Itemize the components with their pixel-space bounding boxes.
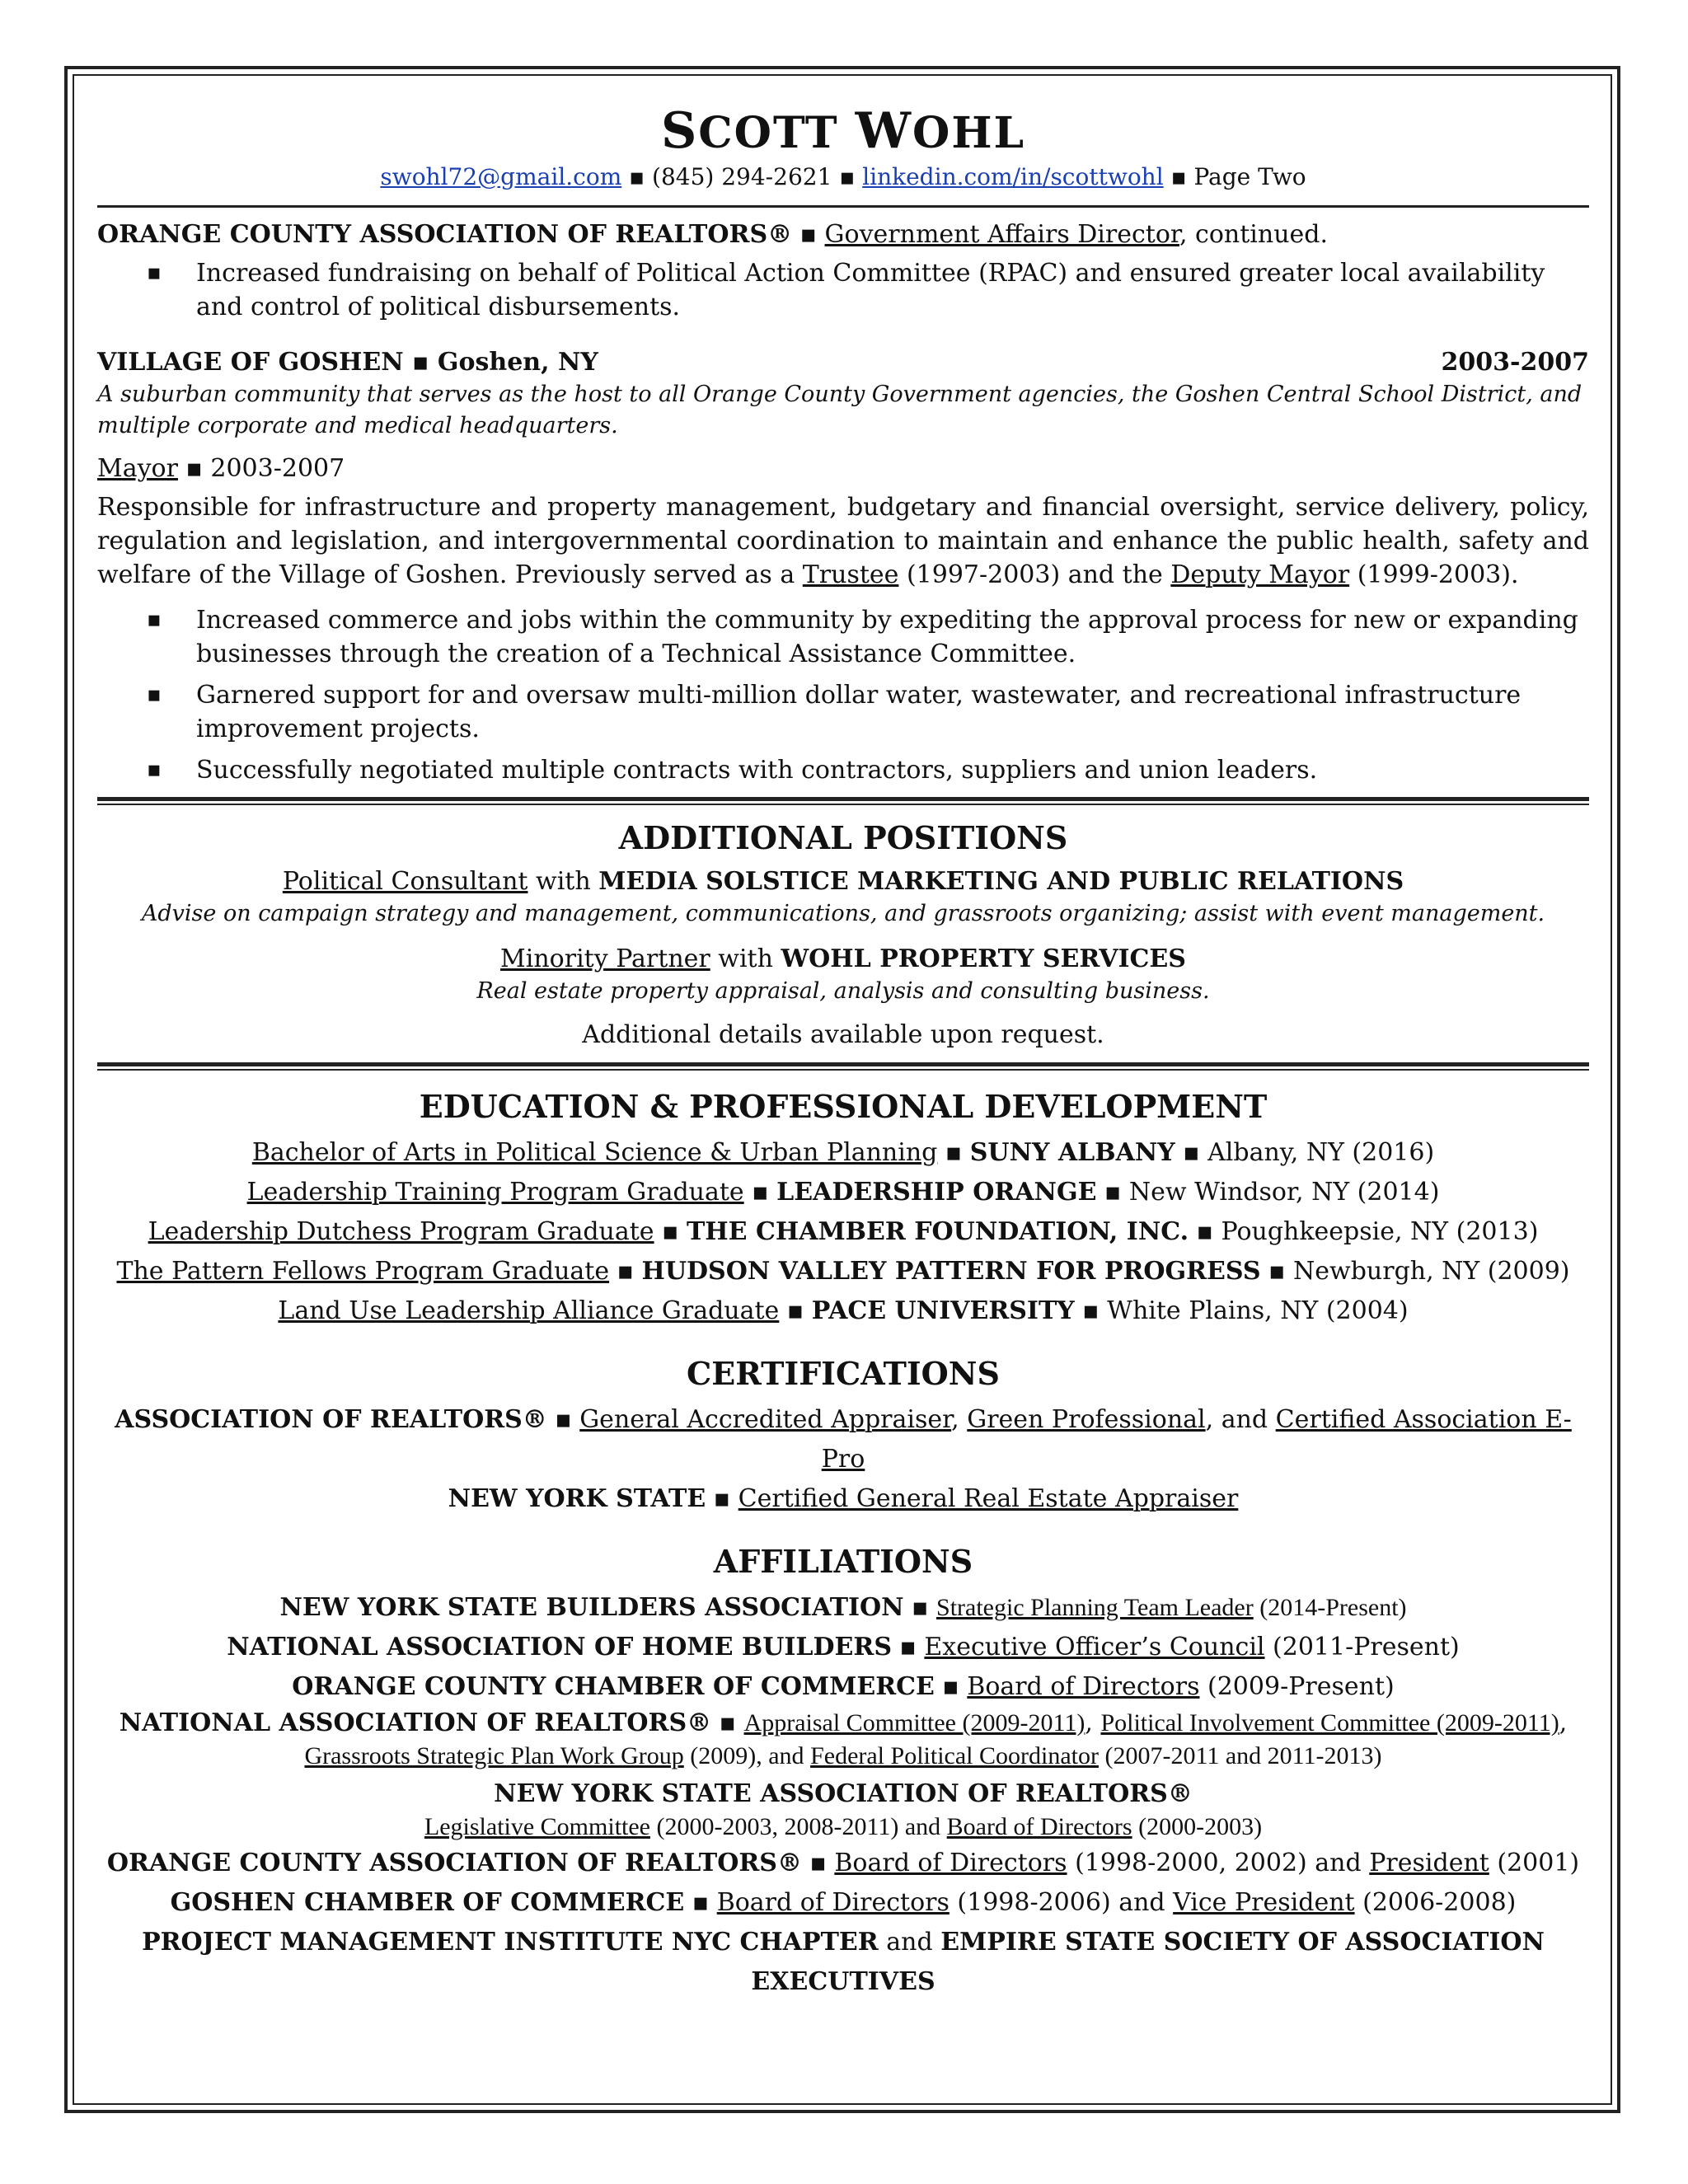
list-item: ▪ Increased commerce and jobs within the community by expediting the approval process for new or expanding businesses through the creation of a Technical Assistance Committee.	[97, 603, 1589, 671]
affiliation-item: NEW YORK STATE ASSOCIATION OF REALTORS® Legislative Committee (2000-2003, 2008-2011) and Board of Directors (2000-2003)	[424, 1779, 1263, 1840]
affiliation-item: NATIONAL ASSOCIATION OF REALTORS® ▪ Appraisal Committee (2009-2011), Political Involvement Committee (2009-2011), Grassroots Strategic Plan Work Group (2009), and Federal Political Coordinator (2007-2011 and 2011-2013)	[119, 1708, 1568, 1769]
ocar-bullets	[97, 256, 1589, 324]
additional-positions-title: ADDITIONAL POSITIONS	[618, 819, 1068, 856]
ocar-heading: ORANGE COUNTY ASSOCIATION OF REALTORS® ▪ Government Affairs Director, continued.	[97, 220, 1329, 249]
additional-position-2: Minority Partner with WOHL PROPERTY SERVICES	[500, 944, 1186, 973]
education-list	[97, 1133, 1589, 1331]
certifications-title: CERTIFICATIONS	[687, 1355, 1000, 1392]
education-item: Leadership Dutchess Program Graduate ▪ THE CHAMBER FOUNDATION, INC. ▪ Poughkeepsie, NY (2013)	[148, 1217, 1539, 1246]
certification-line: ASSOCIATION OF REALTORS® ▪ General Accredited Appraiser, Green Professional, and Certified Association E-Pro	[115, 1405, 1572, 1474]
education-item: Bachelor of Arts in Political Science & Urban Planning ▪ SUNY ALBANY ▪ Albany, NY (2016)	[251, 1138, 1435, 1167]
goshen-role: Mayor ▪ 2003-2007	[97, 454, 345, 483]
additional-note: Additional details available upon request.	[582, 1020, 1104, 1049]
separator: ▪	[1170, 163, 1187, 190]
education-item: Land Use Leadership Alliance Graduate ▪ PACE UNIVERSITY ▪ White Plains, NY (2004)	[278, 1296, 1409, 1325]
affiliation-item: ORANGE COUNTY ASSOCIATION OF REALTORS® ▪ Board of Directors (1998-2000, 2002) and President (2001)	[106, 1849, 1580, 1877]
phone: (845) 294-2621	[652, 163, 832, 190]
list-item: ▪ Successfully negotiated multiple contracts with contractors, suppliers and union leaders.	[97, 753, 1589, 787]
affiliation-item: NATIONAL ASSOCIATION OF HOME BUILDERS ▪ Executive Officer’s Council (2011-Present)	[227, 1633, 1460, 1661]
candidate-name: SCOTT WOHL	[660, 102, 1026, 160]
contact-line	[97, 161, 1589, 194]
additional-position-2-desc: Real estate property appraisal, analysis and consulting business.	[476, 978, 1210, 1004]
linkedin-link[interactable]: linkedin.com/in/scottwohl	[862, 163, 1164, 190]
affiliation-item: GOSHEN CHAMBER OF COMMERCE ▪ Board of Directors (1998-2006) and Vice President (2006-2008)	[170, 1888, 1517, 1917]
separator: ▪	[839, 163, 856, 190]
header-rule	[97, 205, 1589, 208]
goshen-description: A suburban community that serves as the host to all Orange County Government agencies, the Goshen Central School District, and multiple corporate and medical headquarters.	[97, 382, 1582, 438]
goshen-heading: VILLAGE OF GOSHEN ▪ Goshen, NY 2003-2007	[97, 345, 1589, 379]
list-item: ▪ Garnered support for and oversaw multi-million dollar water, wastewater, and recreational infrastructure improvement projects.	[97, 678, 1589, 746]
education-title: EDUCATION & PROFESSIONAL DEVELOPMENT	[419, 1088, 1268, 1125]
list-item: ▪ Increased fundraising on behalf of Political Action Committee (RPAC) and ensured greater local availability and control of political disbursements.	[97, 256, 1589, 324]
affiliation-item: ORANGE COUNTY CHAMBER OF COMMERCE ▪ Board of Directors (2009-Present)	[292, 1672, 1395, 1701]
goshen-summary: Responsible for infrastructure and property management, budgetary and financial oversight, service delivery, policy, regulation and legislation, and intergovernmental coordination to maintain and enhance the public health, safety and welfare of the Village of Goshen. Previously served as a Trustee (1997-2003) and the Deputy Mayor (1999-2003).	[97, 493, 1589, 589]
section-rule	[97, 1062, 1589, 1071]
education-item: The Pattern Fellows Program Graduate ▪ HUDSON VALLEY PATTERN FOR PROGRESS ▪ Newburgh, NY (2009)	[116, 1257, 1570, 1286]
education-item: Leadership Training Program Graduate ▪ LEADERSHIP ORANGE ▪ New Windsor, NY (2014)	[246, 1178, 1440, 1207]
email-link[interactable]: swohl72@gmail.com	[380, 163, 622, 190]
certification-line: NEW YORK STATE ▪ Certified General Real Estate Appraiser	[448, 1484, 1239, 1513]
affiliations-title: AFFILIATIONS	[713, 1543, 973, 1580]
goshen-dates: 2003-2007	[1441, 348, 1589, 377]
additional-position-1: Political Consultant with MEDIA SOLSTICE MARKETING AND PUBLIC RELATIONS	[282, 867, 1404, 896]
affiliation-item: NEW YORK STATE BUILDERS ASSOCIATION ▪ Strategic Planning Team Leader (2014-Present)	[279, 1593, 1407, 1622]
resume-page	[97, 97, 1589, 2002]
section-rule	[97, 797, 1589, 805]
separator: ▪	[629, 163, 645, 190]
affiliation-item: PROJECT MANAGEMENT INSTITUTE NYC CHAPTER and EMPIRE STATE SOCIETY OF ASSOCIATION EXECUTIVES	[142, 1928, 1545, 1996]
additional-position-1-desc: Advise on campaign strategy and management, communications, and grassroots organizing; assist with event management.	[141, 901, 1545, 926]
goshen-bullets	[97, 603, 1589, 787]
page-label: Page Two	[1193, 163, 1306, 190]
